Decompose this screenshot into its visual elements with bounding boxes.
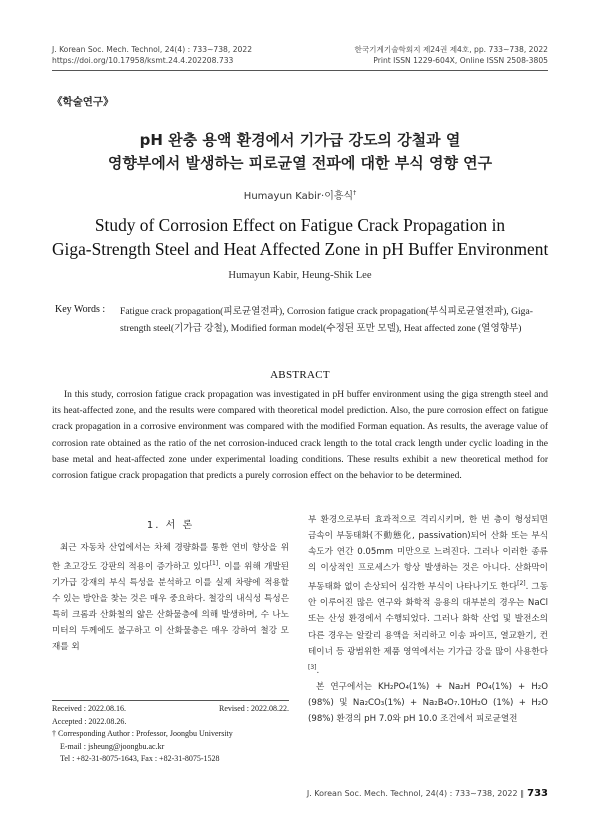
korean-authors-names: Humayun Kabir·이흥식: [243, 191, 354, 202]
intro-right-paragraph2: 본 연구에서는 KH₂PO₄(1%) + Na₂H PO₄(1%) + H₂O (98%) 및 Na₂CO₃(1%) + Na₂B₄O₇.10H₂O (1%) + H₂O (98%) 환경의 pH 7.0와 pH 10.0 조건에서 피로균열전: [308, 681, 548, 724]
corresponding-author: † Corresponding Author : Professor, Joongbu University: [52, 729, 233, 738]
intro-text-part1: 최근 자동차 산업에서는 차체 경량화를 통한 연비 향상을 위한 초고강도 강판의 적용이 증가하고 있다: [52, 543, 289, 572]
introduction-right-column: [308, 512, 548, 727]
journal-citation-korean: 한국기계기술학회지 제24권 제4호, pp. 733~738, 2022: [354, 45, 548, 54]
running-header-right: [355, 44, 548, 66]
corresponding-mark: †: [353, 189, 357, 197]
korean-title-line1: pH 완충 용액 환경에서 기가급 강도의 강철과 열: [139, 131, 461, 149]
author-email[interactable]: E-mail : jsheung@joongbu.ac.kr: [60, 741, 165, 751]
intro-right-text-b: . 그동안 이루어진 많은 연구와 화학적 응용의 대부분의 경우는 NaCl 또는 산성 환경에서 수행되었다. 그러나 화학 산업 및 발전소의 다른 경우는 알칼리 용액을 처리하고 이송 파이프, 열교환기, 컨테이너 등 광범위한 제품 영역에서는 기가급 강을 많이 사용한다: [308, 582, 548, 657]
header-divider: [52, 70, 548, 71]
intro-right-paragraph1: [308, 512, 548, 679]
korean-authors: [52, 187, 548, 202]
intro-right-text-c: .: [316, 665, 320, 676]
article-category: 《학술연구》: [52, 96, 114, 108]
revised-date: Revised : 2022.08.22.: [219, 704, 289, 713]
introduction-left-column: [52, 540, 289, 656]
issn-info: Print ISSN 1229-604X, Online ISSN 2508-3805: [373, 56, 548, 65]
journal-citation: J. Korean Soc. Mech. Technol, 24(4) : 733~738, 2022: [52, 45, 253, 54]
footnote-divider: [52, 700, 289, 701]
citation-3[interactable]: [3]: [308, 663, 317, 671]
doi-link[interactable]: https://doi.org/10.17958/ksmt.24.4.202208.733: [52, 56, 234, 65]
english-authors: Humayun Kabir, Heung-Shik Lee: [228, 270, 372, 281]
keywords-label: Key Words :: [55, 304, 106, 315]
korean-title-line2: 영향부에서 발생하는 피로균열 전파에 대한 부식 영향 연구: [107, 154, 493, 172]
keywords-text: Fatigue crack propagation(피로균열전파), Corrosion fatigue crack propagation(부식피로균열전파), Giga-strength steel(기가급 강철), Modified forman model(수정된 포만 모델), Heat affected zone (열영향부): [120, 306, 533, 334]
footnote-dates: [52, 703, 289, 766]
citation-2[interactable]: [2]: [517, 580, 526, 588]
abstract-heading: ABSTRACT: [270, 369, 330, 381]
citation-1[interactable]: [1]: [209, 560, 219, 568]
page-footer: [307, 788, 548, 799]
english-title-line2: Giga-Strength Steel and Heat Affected Zone in pH Buffer Environment: [52, 239, 549, 259]
accepted-date: Accepted : 2022.08.26.: [52, 716, 127, 726]
footer-journal: J. Korean Soc. Mech. Technol, 24(4) : 733~738, 2022 ∥: [306, 789, 525, 798]
author-phone: Tel : +82-31-8075-1643, Fax : +82-31-8075-1528: [60, 754, 220, 763]
abstract-body: In this study, corrosion fatigue crack propagation was investigated in pH buffer environment using the giga strength steel and its heat-affected zone, and the results were compared with theoretical model prediction. Also, the pure corrosion effect on fatigue crack propagation in a corrosive environment was compared with the modified Forman equation. As results, the average value of corrosion rate obtained as the ratio of the net corrosion-induced crack length to the total crack length under cyclic loading in the base metal and heat-affected zone under experimental loading conditions. These results exhibit a new theoretical method for corrosion fatigue crack propagation that predicts a purely corrosion effect on the behavior to be determined.: [52, 390, 548, 482]
section-heading-introduction: 1. 서 론: [146, 520, 195, 531]
running-header-left: [52, 44, 252, 66]
intro-right-text-a: 부 환경으로부터 효과적으로 격리시키며, 한 번 층이 형성되면 금속이 부동태화(不動態化, passivation)되어 산화 또는 부식 속도가 연간 0.05mm 미만으로 느려진다. 그러나 이러한 종류의 이상적인 프로세스가 항상 발생하는 것은 아니다. 산화막이 부동태화 없이 손상되어 심각한 부식이 나타나기도 한다: [308, 515, 548, 593]
english-title-line1: Study of Corrosion Effect on Fatigue Crack Propagation in: [94, 215, 506, 235]
intro-text-part2: . 이를 위해 개발된 기가급 강재의 부식 특성을 분석하고 이를 실제 차량에 적용할 수 있는 방안을 찾는 것은 매우 중요하다. 철강의 내식성 특성은 특히 크롬과 산화철의 얇은 산화물층에 의해 발생하며, 수 나노미터의 두께에도 불구하고 이 산화물층은 매우 강하여 철강 모재를 외: [52, 561, 289, 653]
received-date: Received : 2022.08.16.: [52, 704, 126, 713]
page-number: 733: [527, 788, 548, 799]
